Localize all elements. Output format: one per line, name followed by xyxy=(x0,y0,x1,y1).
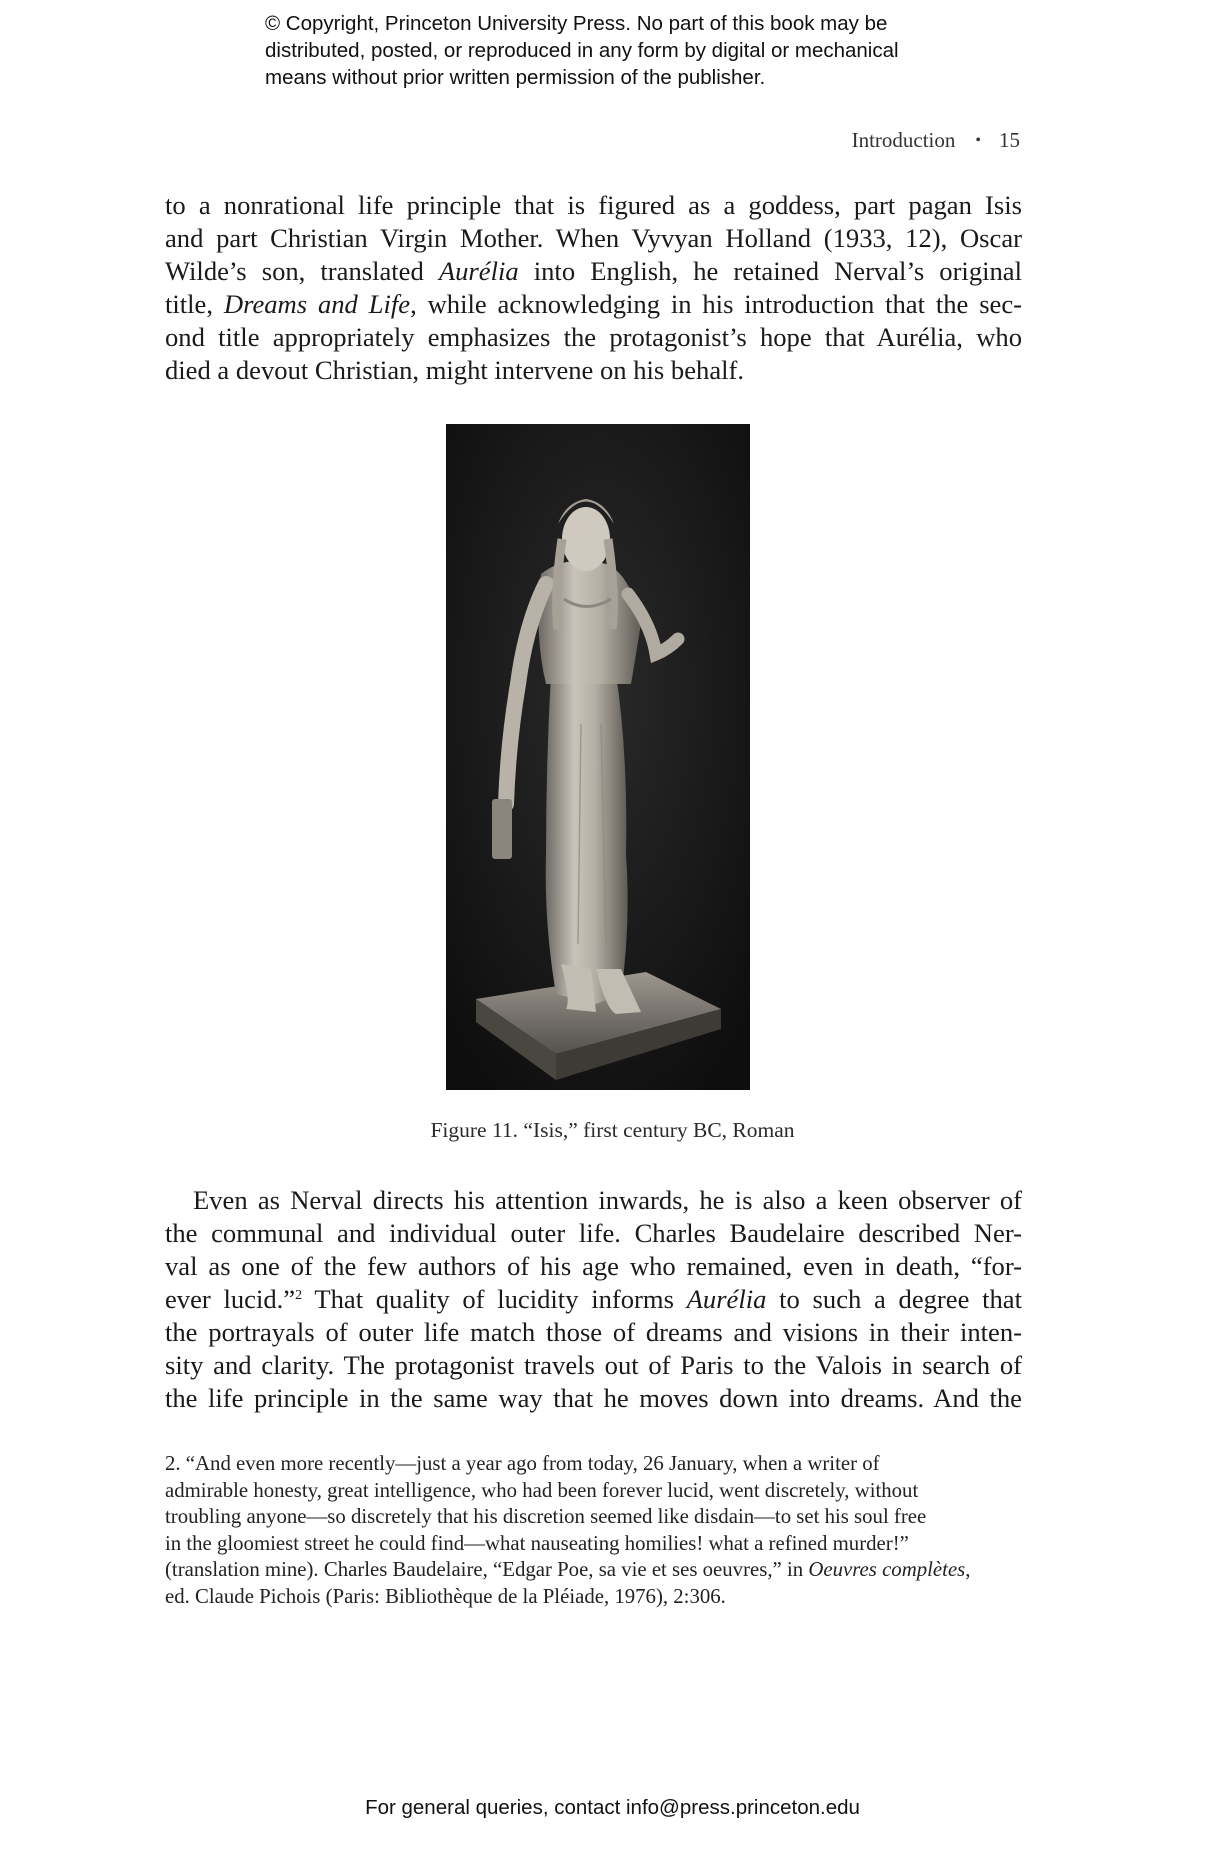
footnote-line: in the gloomiest street he could find—what nauseating homilies! what a refined murder!” xyxy=(165,1531,909,1555)
text-line: ever lucid.”$^2$ That quality of lucidity informs Aurélia to such a degree that xyxy=(165,1284,1022,1314)
text-line: ond title appropriately emphasizes the protagonist’s hope that Aurélia, who xyxy=(165,322,1022,352)
figure-isis-statue xyxy=(446,424,750,1090)
text-line: sity and clarity. The protagonist travels out of Paris to the Valois in search of xyxy=(165,1350,1022,1380)
footnote-line: ed. Claude Pichois (Paris: Bibliothèque de la Pléiade, 1976), 2:306. xyxy=(165,1584,726,1608)
text-line: the communal and individual outer life. Charles Baudelaire described Ner- xyxy=(165,1218,1022,1248)
footer-contact: For general queries, contact info@press.princeton.edu xyxy=(365,1796,860,1819)
italic-title: Oeuvres complètes xyxy=(808,1558,966,1581)
text-line: and part Christian Virgin Mother. When Vyvyan Holland (1933, 12), Oscar xyxy=(165,223,1022,253)
body-paragraph-2 xyxy=(165,1184,1022,1415)
running-head xyxy=(852,128,1020,153)
text-line: the life principle in the same way that he moves down into dreams. And the xyxy=(165,1383,1022,1413)
isis-statue-image xyxy=(446,424,750,1090)
footnote-line: 2. “And even more recently—just a year ago from today, 26 January, when a writer of xyxy=(165,1452,880,1475)
figure-caption: Figure 11. “Isis,” first century BC, Roman xyxy=(430,1118,795,1142)
text-line: title, Dreams and Life, while acknowledging in his introduction that the sec- xyxy=(165,289,1023,319)
running-head-bullet: • xyxy=(975,132,981,149)
page-number: 15 xyxy=(999,128,1020,152)
running-head-section: Introduction xyxy=(851,128,956,152)
italic-title: Aurélia xyxy=(686,1284,767,1314)
footnote-reference: 2 xyxy=(295,1288,303,1303)
text-line: Even as Nerval directs his attention inwards, he is also a keen observer of xyxy=(193,1185,1022,1215)
italic-title: Dreams and Life xyxy=(223,289,411,319)
text-line: died a devout Christian, might intervene on his behalf. xyxy=(165,355,745,385)
text-line: Wilde’s son, translated Aurélia into English, he retained Nerval’s original xyxy=(165,256,1022,286)
body-paragraph-1 xyxy=(165,189,1022,387)
copyright-line: distributed, posted, or reproduced in any form by digital or mechanical xyxy=(265,39,899,62)
footnote-line: admirable honesty, great intelligence, who had been forever lucid, went discretely, without xyxy=(165,1478,919,1502)
text-line: val as one of the few authors of his age who remained, even in death, “for- xyxy=(165,1251,1022,1281)
text-line: to a nonrational life principle that is figured as a goddess, part pagan Isis xyxy=(165,190,1022,220)
copyright-line: means without prior written permission of the publisher. xyxy=(265,66,766,89)
footnote-2 xyxy=(165,1451,1022,1610)
italic-title: Aurélia xyxy=(438,256,519,286)
text-line: the portrayals of outer life match those of dreams and visions in their inten- xyxy=(165,1317,1022,1347)
copyright-notice xyxy=(265,10,1025,91)
footnote-line: (translation mine). Charles Baudelaire, “Edgar Poe, sa vie et ses oeuvres,” in Oeuvres complètes, xyxy=(165,1558,971,1581)
copyright-line: © Copyright, Princeton University Press. No part of this book may be xyxy=(265,12,888,35)
footnote-line: troubling anyone—so discretely that his discretion seemed like disdain—to set his soul free xyxy=(165,1505,927,1528)
